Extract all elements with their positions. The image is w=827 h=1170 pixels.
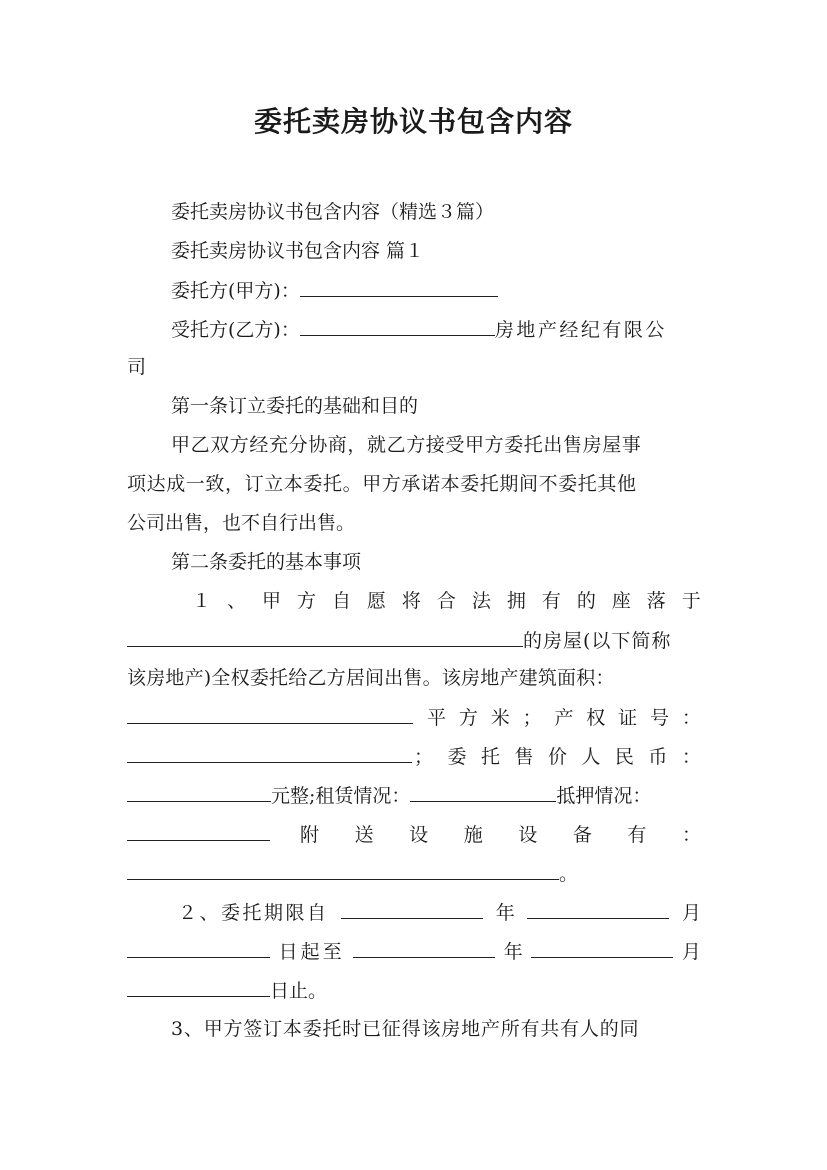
item-1-line-5-char-8: ： — [681, 746, 701, 768]
item-1-line-7-char-2: 设 — [409, 824, 429, 846]
document-title: 委托卖房协议书包含内容 — [253, 105, 573, 138]
item-1-line-4-char-3: ； — [522, 707, 542, 729]
item-1-line-1-char-8: 法 — [471, 590, 491, 612]
item-2-label: ２、委托期限自 — [178, 902, 329, 924]
item-1-line-1-char-11: 的 — [576, 590, 596, 612]
item-1-line-7 — [127, 821, 701, 847]
section-1-line-2: 项达成一致，订立本委托。甲方承诺本委托期间不委托其他 — [127, 473, 637, 495]
item-1-line-7-char-4: 设 — [518, 824, 538, 846]
start-month-blank — [527, 899, 669, 919]
item-1-line-1 — [192, 588, 701, 614]
mortgage-label: 抵押情况： — [556, 785, 652, 807]
section-2-title: 第二条委托的基本事项 — [171, 551, 362, 573]
item-1-line-5-char-0: ； — [414, 746, 434, 768]
start-day-blank — [127, 938, 270, 958]
item-1-line-1-char-6: 将 — [401, 590, 421, 612]
article-heading: 委托卖房协议书包含内容 篇１ — [171, 240, 425, 262]
item-2-end-label: 日止。 — [270, 980, 328, 1002]
item-1-line-7-char-3: 施 — [463, 824, 483, 846]
item-1-line-4-char-8: ： — [681, 707, 701, 729]
party-a-line — [171, 277, 701, 303]
end-month-label: 月 — [681, 941, 701, 963]
item-1-line-5-char-4: 价 — [547, 746, 567, 768]
location-blank — [127, 627, 523, 647]
item-2-line-2 — [127, 938, 701, 964]
party-a-label: 委托方(甲方)： — [171, 280, 300, 302]
start-month-label: 月 — [681, 902, 701, 924]
section-1-line-3: 公司出售，也不自行出售。 — [127, 512, 356, 534]
item-2-line-3 — [127, 977, 701, 1003]
end-month-blank — [531, 938, 673, 958]
item-1-line-4-char-5: 权 — [586, 707, 606, 729]
item-1-line-5-char-1: 委 — [447, 746, 467, 768]
rent-label: 元整;租赁情况： — [271, 785, 411, 807]
item-1-line-4-words — [427, 705, 701, 731]
item-1-line-1-char-13: 落 — [646, 590, 666, 612]
item-1-line-1-char-10: 有 — [541, 590, 561, 612]
item-1-line-4-char-6: 证 — [618, 707, 638, 729]
item-1-line-7-char-7: ： — [681, 824, 701, 846]
item-1-line-4 — [127, 704, 701, 730]
item-1-line-3: 该房地产)全权委托给乙方居间出售。该房地产建筑面积： — [127, 667, 615, 689]
mortgage-blank — [127, 821, 270, 841]
item-1-line-6 — [127, 782, 701, 808]
item-1-line-1-char-0: １ — [192, 590, 212, 612]
facilities-blank — [127, 860, 559, 880]
item-1-line-4-char-4: 产 — [554, 707, 574, 729]
item-2-line-1 — [178, 899, 701, 925]
item-1-line-4-char-2: 米 — [490, 707, 510, 729]
end-year-blank — [353, 938, 495, 958]
item-1-line-4-char-1: 方 — [458, 707, 478, 729]
item-1-line-5-char-2: 托 — [480, 746, 500, 768]
item-1-line-7-char-1: 送 — [354, 824, 374, 846]
item-1-line-4-char-7: 号 — [650, 707, 670, 729]
item-1-line-2 — [127, 627, 701, 653]
end-day-blank — [127, 977, 270, 997]
item-1-line-5-char-6: 民 — [614, 746, 634, 768]
item-1-line-1-char-4: 自 — [331, 590, 351, 612]
item-1-line-1-char-9: 拥 — [506, 590, 526, 612]
item-1-line-4-char-0: 平 — [427, 707, 447, 729]
start-year-label: 年 — [495, 902, 515, 924]
item-1-line-1-char-5: 愿 — [366, 590, 386, 612]
item-1-line-5-char-3: 售 — [514, 746, 534, 768]
item-1-line-5 — [127, 743, 701, 769]
price-blank — [127, 782, 271, 802]
party-b-blank — [300, 316, 495, 336]
day-from-label: 日起至 — [278, 941, 345, 963]
certificate-blank — [127, 743, 412, 763]
party-a-blank — [300, 277, 498, 297]
item-1-line-1-char-12: 座 — [611, 590, 631, 612]
section-1-title: 第一条订立委托的基础和目的 — [171, 395, 419, 417]
item-1-line-7-char-6: 有 — [627, 824, 647, 846]
start-year-blank — [341, 899, 483, 919]
item-1-line-8 — [127, 860, 701, 886]
item-1-line-5-char-5: 人 — [581, 746, 601, 768]
party-b-line — [171, 316, 701, 342]
item-1-line-1-char-1: 、 — [226, 590, 246, 612]
document-subtitle: 委托卖房协议书包含内容（精选３篇） — [171, 201, 495, 223]
item-3-line-1: 3、甲方签订本委托时已征得该房地产所有共有人的同 — [171, 1018, 640, 1040]
item-1-line-1-char-3: 方 — [296, 590, 316, 612]
party-b-suffix: 房地产经纪有限公 — [494, 319, 667, 341]
item-1-end-mark: 。 — [559, 863, 579, 885]
item-1-line-7-words — [300, 822, 701, 848]
area-blank — [127, 704, 413, 724]
item-1-line-2-suffix: 的房屋(以下简称 — [523, 630, 672, 652]
party-b-label: 受托方(乙方)： — [171, 319, 300, 341]
item-1-line-5-words — [414, 744, 701, 770]
item-1-line-7-char-0: 附 — [300, 824, 320, 846]
item-1-line-1-char-14: 于 — [681, 590, 701, 612]
item-1-line-7-char-5: 备 — [572, 824, 592, 846]
item-1-line-1-char-7: 合 — [436, 590, 456, 612]
section-1-line-1: 甲乙双方经充分协商，就乙方接受甲方委托出售房屋事 — [171, 434, 642, 456]
item-1-line-1-char-2: 甲 — [261, 590, 281, 612]
rent-blank — [410, 782, 556, 802]
item-1-line-5-char-7: 币 — [648, 746, 668, 768]
party-b-wrap: 司 — [127, 356, 147, 378]
end-year-label: 年 — [503, 941, 523, 963]
